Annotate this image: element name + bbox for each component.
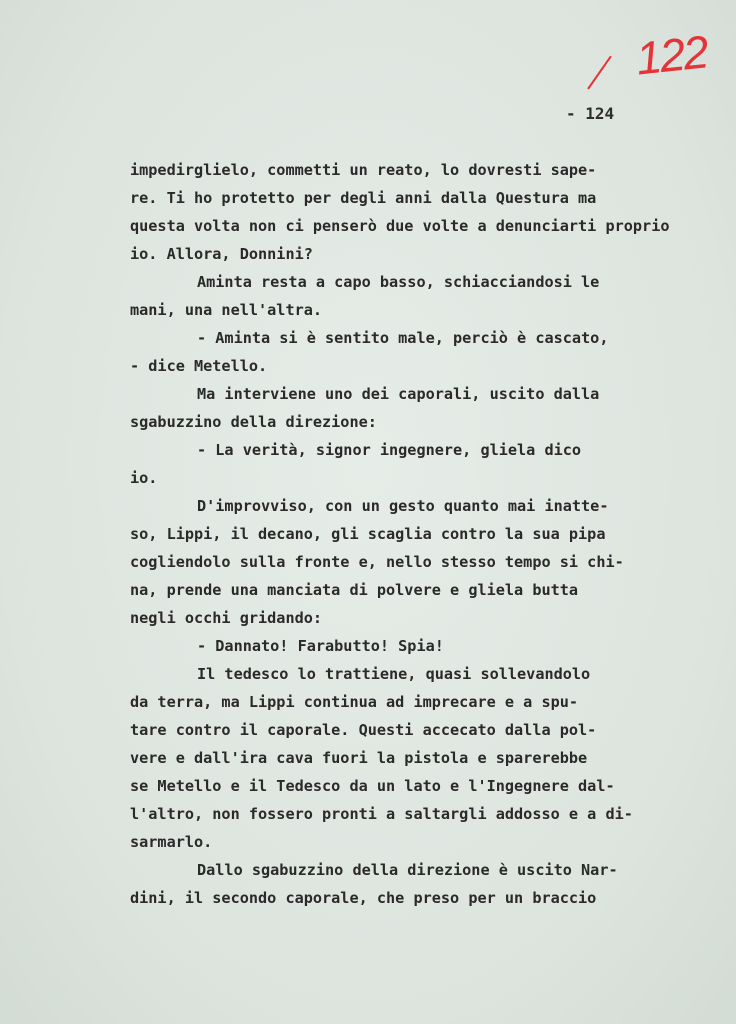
- text-line: Aminta resta a capo basso, schiacciandosi le: [197, 273, 600, 291]
- text-line: Il tedesco lo trattiene, quasi sollevandolo: [197, 665, 591, 683]
- text-line: l'altro, non fossero pronti a saltargli addosso e a di-: [130, 805, 633, 823]
- text-line: impedirglielo, commetti un reato, lo dovresti sape-: [130, 161, 597, 179]
- text-line: questa volta non ci penserò due volte a denunciarti proprio: [130, 217, 670, 235]
- text-line: vere e dall'ira cava fuori la pistola e sparerebbe: [130, 749, 588, 767]
- text-line: mani, una nell'altra.: [130, 301, 323, 319]
- archive-page-stamp: 122: [633, 25, 710, 85]
- text-line: dini, il secondo caporale, che preso per un braccio: [130, 889, 597, 907]
- text-line: sarmarlo.: [130, 833, 213, 851]
- text-line: D'improvviso, con un gesto quanto mai inatte-: [197, 497, 609, 515]
- text-line: Ma interviene uno dei caporali, uscito dalla: [197, 385, 600, 403]
- text-line: tare contro il caporale. Questi accecato dalla pol-: [130, 721, 597, 739]
- text-line: io. Allora, Donnini?: [130, 245, 313, 263]
- text-line: io.: [130, 469, 158, 487]
- text-line: so, Lippi, il decano, gli scaglia contro la sua pipa: [130, 525, 606, 543]
- text-line: se Metello e il Tedesco da un lato e l'Ingegnere dal-: [130, 777, 615, 795]
- page-number: - 124: [566, 104, 615, 123]
- text-line: - Dannato! Farabutto! Spia!: [197, 637, 444, 655]
- text-line: re. Ti ho protetto per degli anni dalla Questura ma: [130, 189, 597, 207]
- text-line: da terra, ma Lippi continua ad imprecare e a spu-: [130, 693, 579, 711]
- text-line: sgabuzzino della direzione:: [130, 413, 377, 431]
- text-line: Dallo sgabuzzino della direzione è uscito Nar-: [197, 861, 618, 879]
- text-line: - La verità, signor ingegnere, gliela dico: [197, 441, 582, 459]
- red-strike-mark: [587, 56, 612, 90]
- text-line: negli occhi gridando:: [130, 609, 323, 627]
- text-line: - dice Metello.: [130, 357, 268, 375]
- text-line: cogliendolo sulla fronte e, nello stesso tempo si chi-: [130, 553, 624, 571]
- text-line: - Aminta si è sentito male, perciò è cascato,: [197, 329, 609, 347]
- text-line: na, prende una manciata di polvere e gliela butta: [130, 581, 579, 599]
